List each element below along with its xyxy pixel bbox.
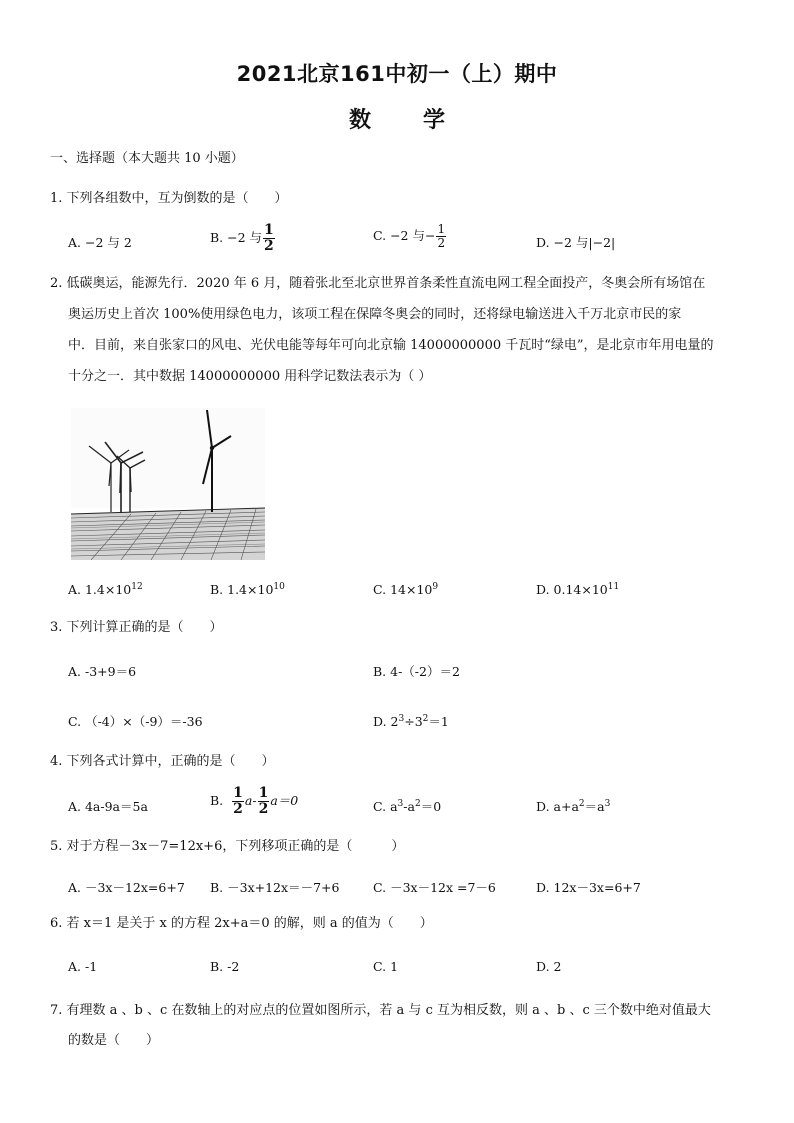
q5-option-b: B. －3x+12x＝－7+6: [210, 880, 340, 895]
q5-option-c: C. －3x－12x =7－6: [373, 880, 496, 895]
q3-option-c: C. （-4）×（-9）＝-36: [68, 714, 203, 729]
q6-option-d: D. 2: [536, 959, 562, 974]
q1-option-d: D. −2 与|−2|: [536, 235, 616, 250]
fraction: $\frac{1}{2}$: [437, 222, 446, 250]
page-title: 2021北京161中初一（上）期中: [236, 62, 558, 86]
q6-option-a: A. -1: [68, 959, 98, 974]
fraction: $\frac{1}{2}$: [258, 785, 269, 817]
q2-line: 中．目前，来自张家口的风电、光伏电能等每年可向北京输 14000000000 千瓦时“绿电”，是北京市年用电量的: [68, 338, 714, 353]
q7-stem-line: 7. 有理数 a 、b 、c 在数轴上的对应点的位置如图所示，若 a 与 c 互为相反数，则 a 、b 、c 三个数中绝对值最大: [50, 1003, 711, 1018]
q1-option-c: C. −2 与− $\frac{1}{2}$: [373, 222, 446, 250]
q2-option-a: A. $1.4\times 10^{12}$: [68, 581, 143, 597]
q1-option-a: A. −2 与 2: [68, 235, 132, 250]
q5-option-a: A. －3x－12x=6+7: [68, 880, 185, 895]
q2-option-c: C. $14\times 10^9$: [373, 581, 439, 597]
wind-turbine-image: [71, 408, 265, 560]
q4-option-a: A. 4a-9a＝5a: [68, 799, 148, 814]
q3-option-d: D. $2^3\div 3^2=1$: [373, 713, 449, 729]
q1-option-b: B. −2 与 $\frac{1}{2}$: [210, 222, 274, 254]
subject-char: 数: [348, 108, 371, 133]
q2-stem: [50, 268, 750, 392]
q6-stem: 6. 若 x＝1 是关于 x 的方程 2x+a＝0 的解，则 a 的值为（ ）: [50, 916, 433, 931]
q3-option-a: A. -3+9＝6: [68, 664, 137, 679]
q6-option-c: C. 1: [373, 959, 399, 974]
q5-option-d: D. 12x－3x=6+7: [536, 880, 641, 895]
q6-option-b: B. -2: [210, 959, 240, 974]
subject-title: [0, 103, 794, 134]
q1-stem: 1. 下列各组数中，互为倒数的是（ ）: [50, 191, 288, 206]
q2-line: 2. 低碳奥运，能源先行．2020 年 6 月，随着张北至北京世界首条柔性直流电网工程全面投产，冬奥会所有场馆在: [50, 276, 706, 291]
q7-stem-line: 的数是（ ）: [68, 1033, 160, 1048]
subject-char: 学: [423, 108, 446, 133]
q4-option-b: B. $\frac{1}{2}$ a- $\frac{1}{2}$ a＝0: [210, 785, 299, 817]
q4-stem: 4. 下列各式计算中，正确的是（ ）: [50, 754, 275, 769]
q2-line: 奥运历史上首次 100%使用绿色电力，该项工程在保障冬奥会的同时，还将绿电输送进入千万北京市民的家: [68, 307, 682, 322]
turbine-hub: [210, 446, 214, 450]
q4-option-c: C. $a^3-a^2=0$: [373, 798, 442, 814]
fraction: $\frac{1}{2}$: [233, 785, 243, 817]
wind-turbine-drawing: [71, 408, 265, 560]
q2-option-b: B. $1.4\times 10^{10}$: [210, 581, 285, 597]
q4-option-d: D. $a+a^2=a^3$: [536, 798, 611, 814]
section-heading: 一、选择题（本大题共 10 小题）: [50, 151, 244, 166]
q3-stem: 3. 下列计算正确的是（ ）: [50, 620, 223, 635]
q2-line: 十分之一．其中数据 14000000000 用科学记数法表示为（ ）: [68, 369, 432, 384]
q2-option-d: D. $0.14\times 10^{11}$: [536, 581, 620, 597]
q3-option-b: B. 4-（-2）＝2: [373, 664, 460, 679]
q5-stem: 5. 对于方程－3x－7=12x+6，下列移项正确的是（ ）: [50, 839, 405, 854]
fraction: $\frac{1}{2}$: [264, 222, 274, 254]
